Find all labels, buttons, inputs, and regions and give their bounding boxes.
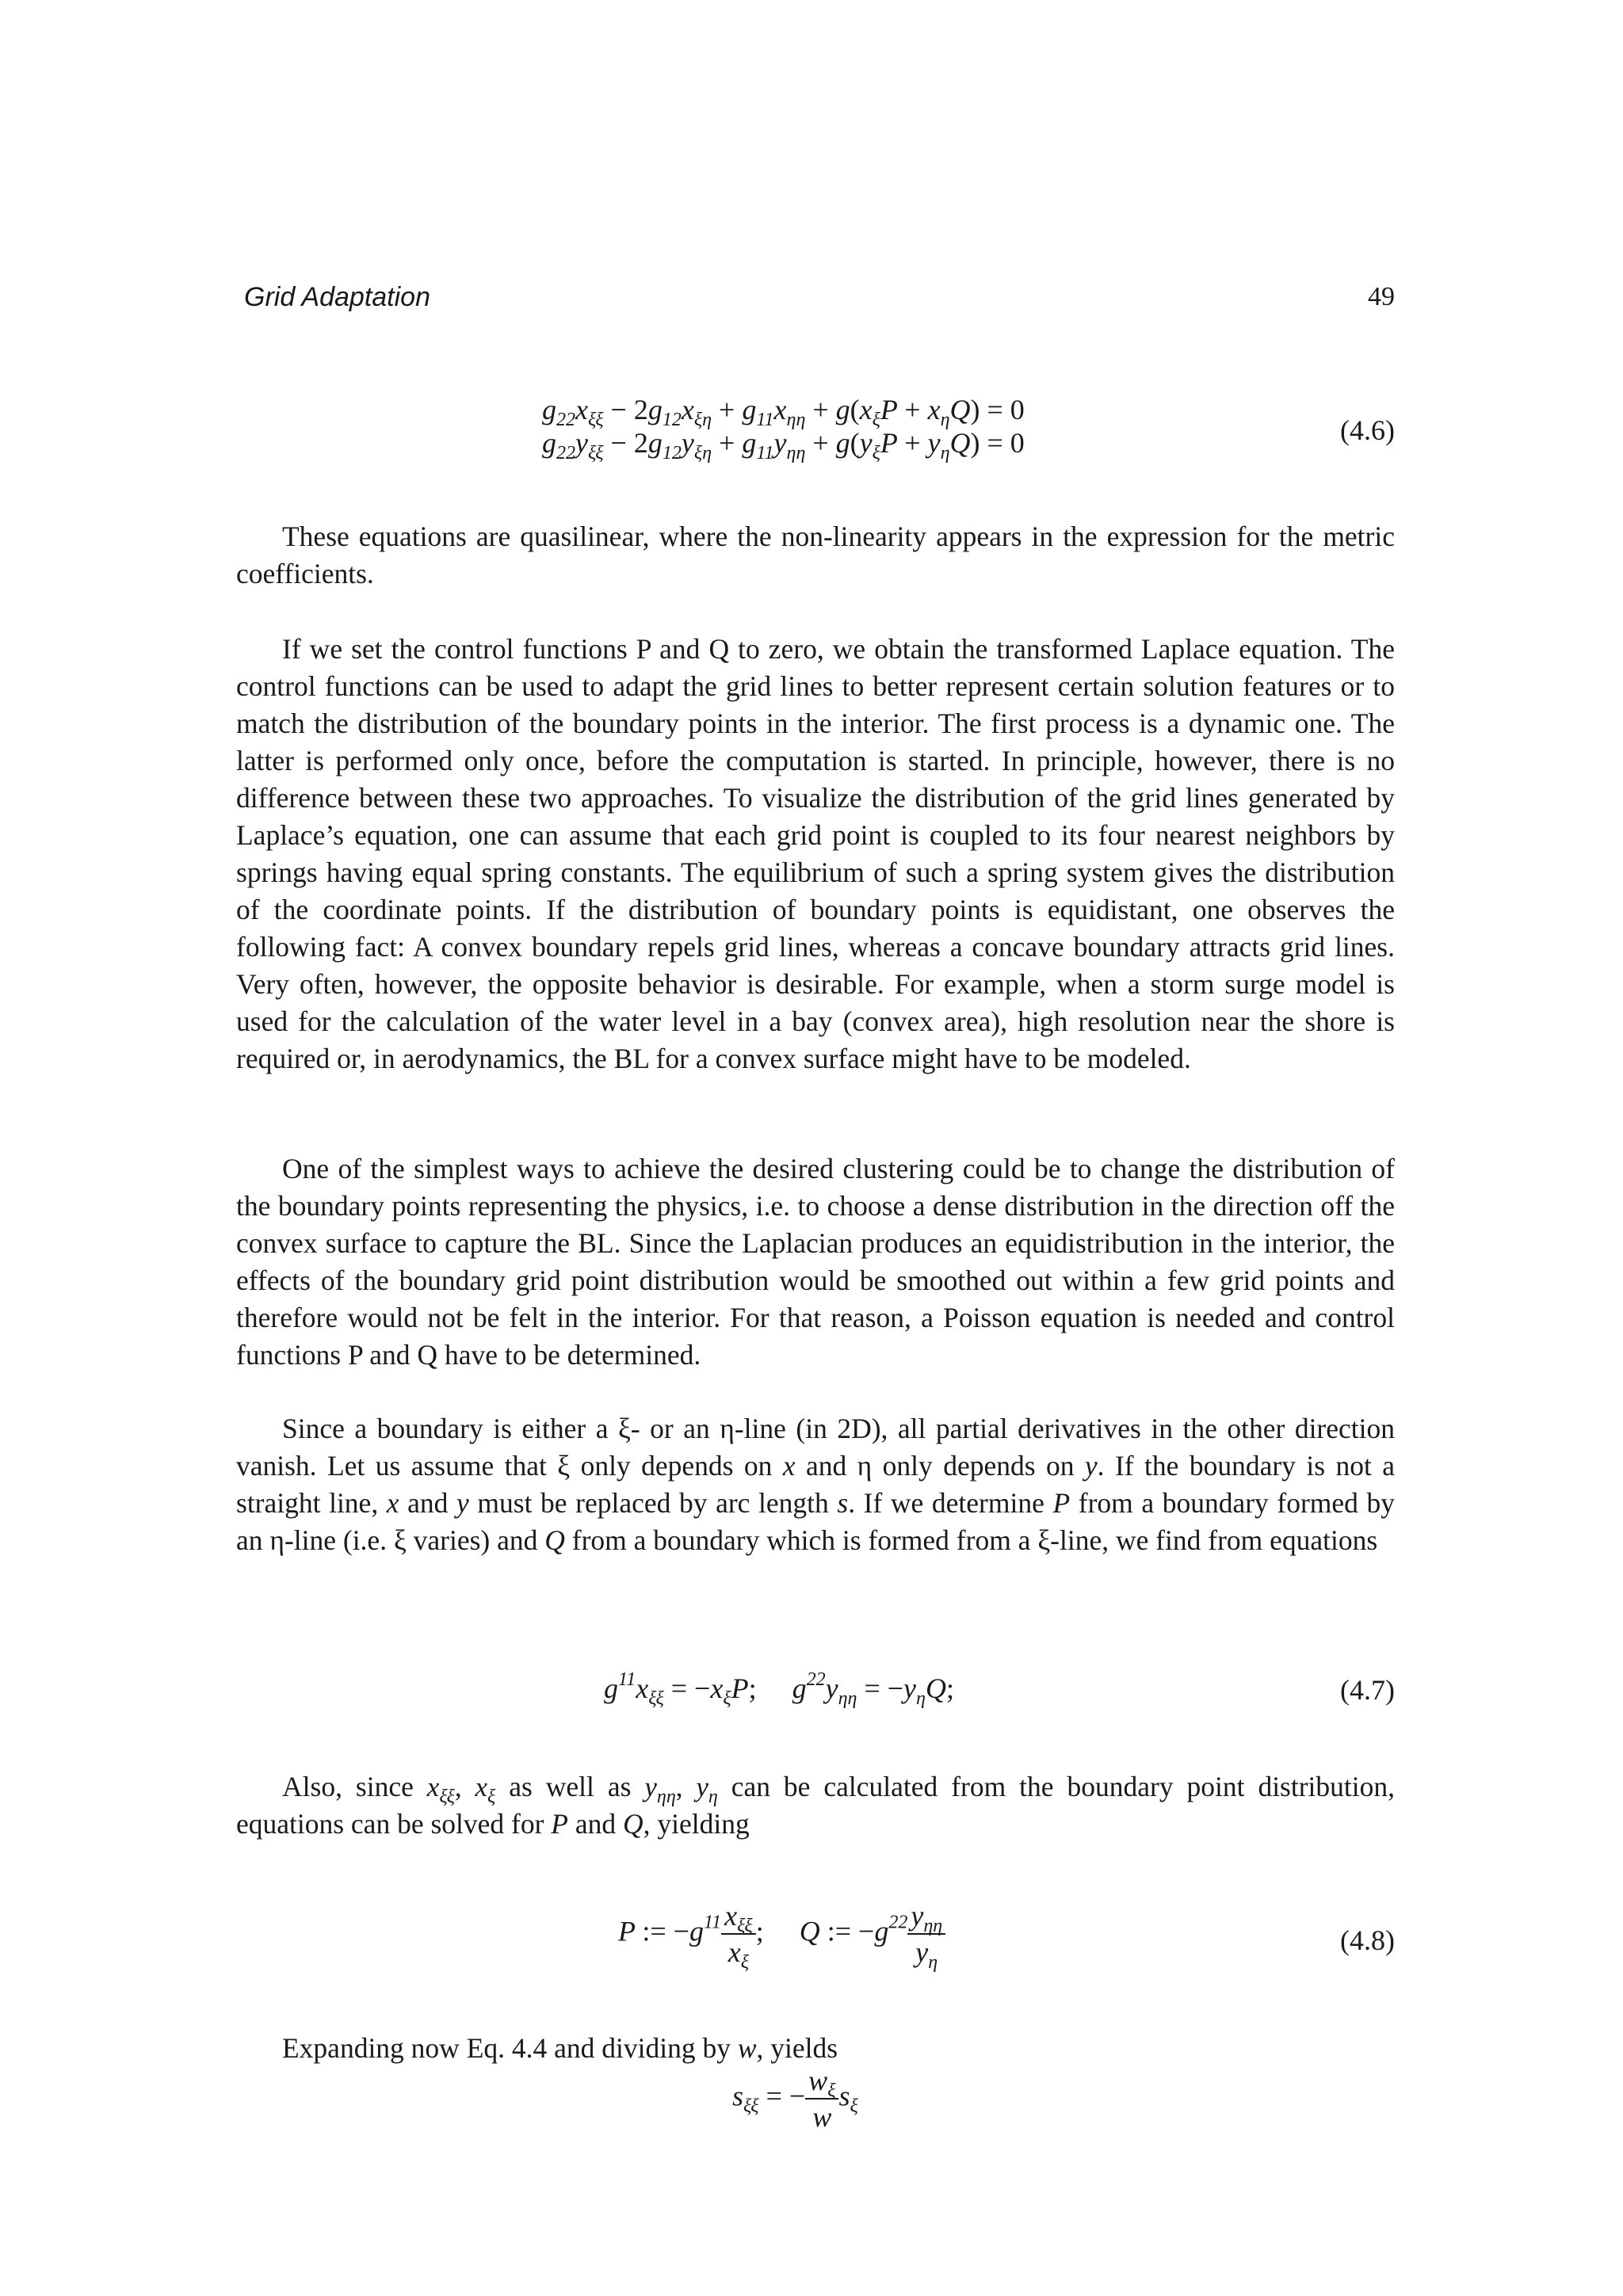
paragraph: One of the simplest ways to achieve the desired clustering could be to change the distribution of the boundary points representing the physics, i.e. to choose a dense distribution in the direction off the convex surface to capture the BL. Since the Laplacian produces an equidistribution in the interior, the effects of the boundary grid point distribution would be smoothed out within a few grid points and therefore would not be felt in the interior. For that reason, a Poisson equation is needed and control functions P and Q have to be determined. — [236, 1153, 1395, 1371]
equation-4-7: $g^{11}x_{\xi\xi} = -x_\xi P$; $g^{22}y_{\eta\eta} = -y_\eta Q$; — [604, 1669, 954, 1709]
running-head: Grid Adaptation — [244, 282, 430, 312]
paragraph: Also, since $x_{\xi\xi}$, $x_\xi$ as well as $y_{\eta\eta}$, $y_\eta$ can be calculated from the boundary point distribution, equations can be solved for P and Q, yielding — [236, 1771, 1396, 1840]
equation-number: (4.6) — [1340, 414, 1395, 446]
equation-4-6-line-2: $g_{22}y_{\xi\xi} - 2g_{12}y_{\xi\eta} + g_{11}y_{\eta\eta} + g(y_\xi P + y_\eta Q) = 0$ — [542, 427, 1025, 463]
equation-number: (4.7) — [1340, 1674, 1395, 1706]
paragraph: Since a boundary is either a ξ- or an η-line (in 2D), all partial derivatives in the other direction vanish. Let us assume that ξ only depends on x and η only depends on y. If the boundary is not a straight line, x and y must be replaced by arc length s. If we determine P from a boundary formed by an η-line (i.e. ξ varies) and Q from a boundary which is formed from a ξ-line, we find from equations — [236, 1413, 1396, 1556]
equation-4-8: P := $-g^{11}$ $\frac{x_{\xi\xi}}{x_\xi}$ ; Q := $-g^{22}$ $\frac{y_{\eta\eta}}{y_\eta}$ — [618, 1900, 945, 1968]
equation-arc-length: $s_{\xi\xi}$ = − $\frac{w_\xi}{w}$ $s_\xi$ — [732, 2065, 858, 2133]
equation-4-6-line-1: $g_{22}x_{\xi\xi} - 2g_{12}x_{\xi\eta} + g_{11}x_{\eta\eta} + g(x_\xi P + x_\eta Q) = 0$ — [542, 394, 1025, 430]
equation-number: (4.8) — [1340, 1924, 1395, 1956]
paragraph: Expanding now Eq. 4.4 and dividing by w, yields — [282, 2032, 838, 2064]
page-number: 49 — [1368, 282, 1395, 311]
paragraph: These equations are quasilinear, where the non-linearity appears in the expression for the metric coefficients. — [236, 521, 1395, 589]
paragraph: If we set the control functions P and Q to zero, we obtain the transformed Laplace equation. The control functions can be used to adapt the grid lines to better represent certain solution features or to match the distribution of the boundary points in the interior. The first process is a dynamic one. The latter is performed only once, before the computation is started. In principle, however, there is no difference between these two approaches. To visualize the distribution of the grid lines generated by Laplace’s equation, one can assume that each grid point is coupled to its four nearest neighbors by springs having equal spring constants. The equilibrium of such a spring system gives the distribution of the coordinate points. If the distribution of boundary points is equidistant, one observes the following fact: A convex boundary repels grid lines, whereas a concave boundary attracts grid lines. Very often, however, the opposite behavior is desirable. For example, when a storm surge model is used for the calculation of the water level in a bay (convex area), high resolution near the shore is required or, in aerodynamics, the BL for a convex surface might have to be modeled. — [236, 633, 1395, 1074]
